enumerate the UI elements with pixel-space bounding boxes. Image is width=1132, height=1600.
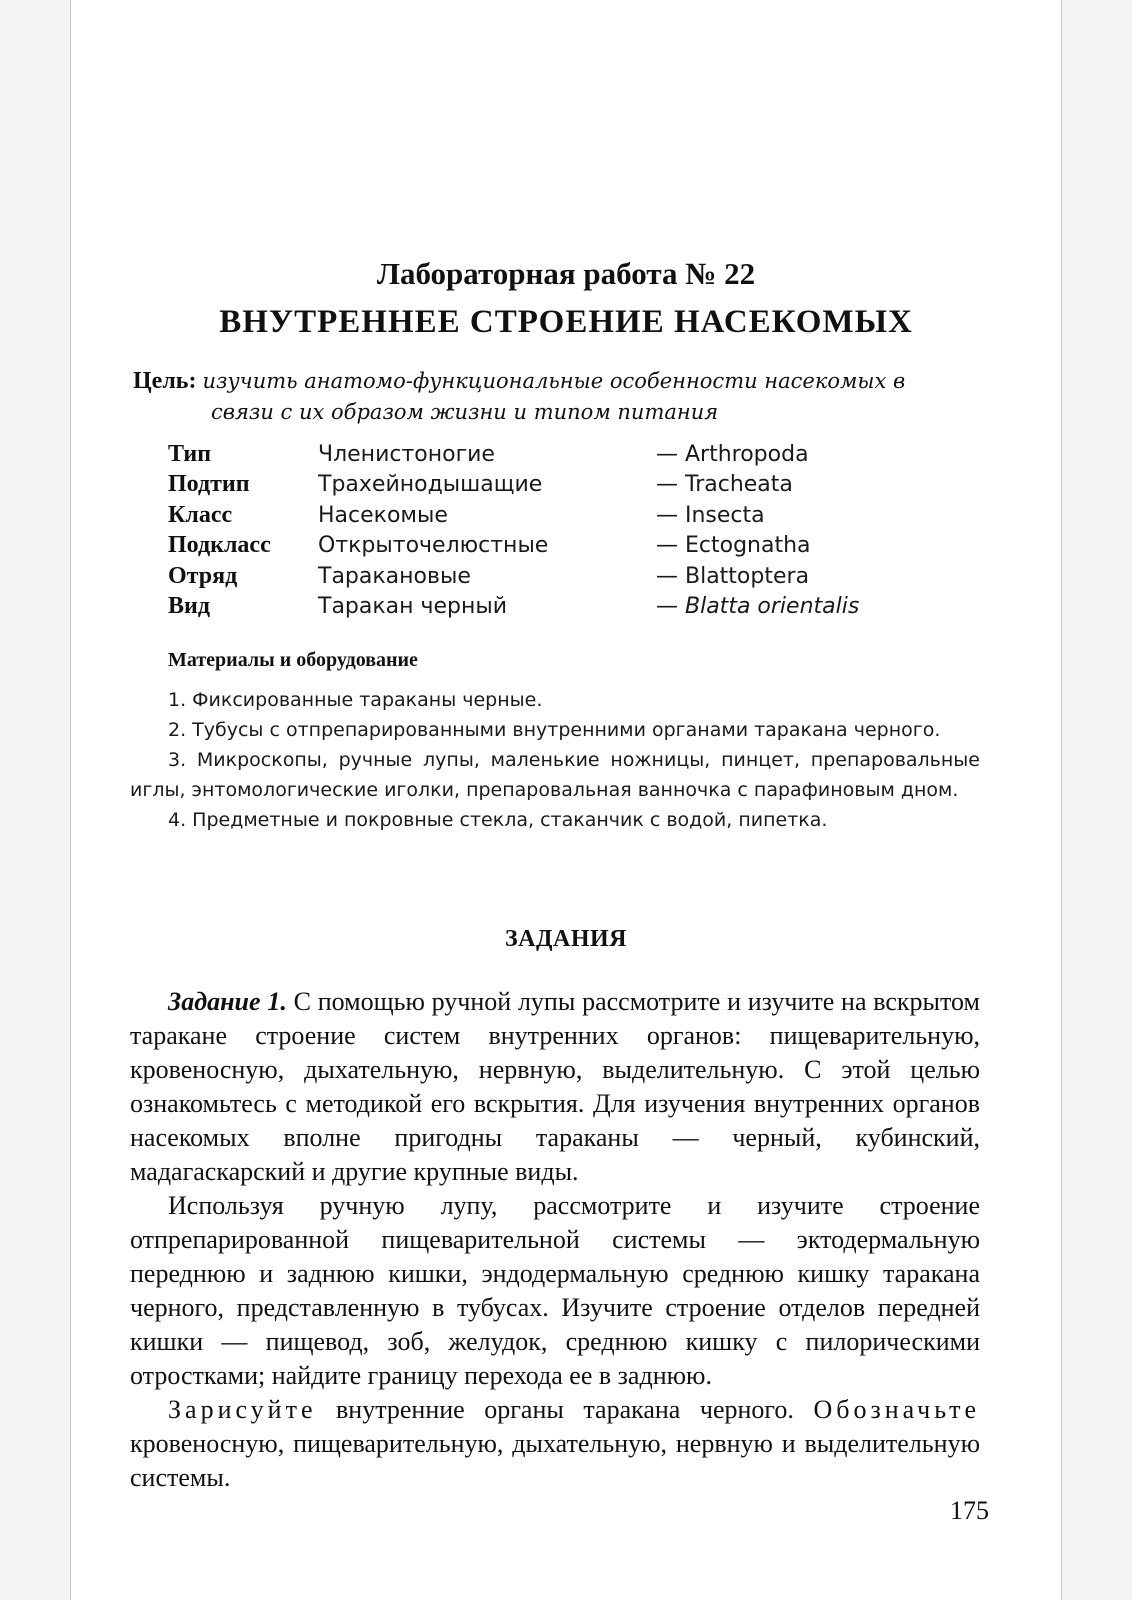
goal-label: Цель: xyxy=(133,368,197,394)
taxonomy-russian: Таракановые xyxy=(318,563,471,589)
task-p3-text2: кровеносную, пищеварительную, дыхательную, нервную и выделительную системы. xyxy=(130,1429,980,1492)
taxonomy-rank: Вид xyxy=(168,592,210,619)
goal-text-line2: связи с их образом жизни и типом питания xyxy=(211,400,719,424)
lab-title: Лабораторная работа № 22 xyxy=(376,256,756,291)
taxonomy-latin: — Ectognatha xyxy=(656,533,811,559)
taxonomy-row xyxy=(168,532,968,562)
taxonomy-latin: — Insecta xyxy=(656,502,765,528)
taxonomy-rank: Класс xyxy=(168,501,233,528)
document-page xyxy=(70,0,1062,1600)
taxonomy-rank: Тип xyxy=(168,441,212,467)
taxonomy-table xyxy=(168,441,968,623)
taxonomy-rank: Подкласс xyxy=(168,532,271,559)
taxonomy-latin: — Arthropoda xyxy=(656,442,809,467)
taxonomy-latin: — Blattoptera xyxy=(656,563,810,589)
taxonomy-latin xyxy=(656,593,968,623)
spaced-word-label: Обозначьте xyxy=(813,1395,980,1424)
taxonomy-row xyxy=(168,502,968,532)
spaced-word-draw: Зарисуйте xyxy=(168,1395,317,1424)
taxonomy-russian: Таракан черный xyxy=(318,593,508,619)
taxonomy-russian: Трахейнодышащие xyxy=(318,472,543,498)
materials-item: 3. Микроскопы, ручные лупы, маленькие ножницы, пинцет, препаровальные иглы, энтомологические иголки, препаровальная ванночка с парафиновым дном. xyxy=(130,749,980,801)
goal-block xyxy=(133,366,1013,428)
task-p3-text1: внутренние органы таракана черного. xyxy=(316,1395,814,1424)
materials-item: 1. Фиксированные тараканы черные. xyxy=(168,689,543,711)
goal-text-line1: изучить анатомо-функциональные особенности насекомых в xyxy=(202,369,906,393)
taxonomy-rank: Подтип xyxy=(168,471,250,498)
materials-item: 4. Предметные и покровные стекла, стаканчик с водой, пипетка. xyxy=(168,809,828,831)
materials-heading: Материалы и оборудование xyxy=(168,649,418,671)
task-1-text: С помощью ручной лупы рассмотрите и изучите на вскрытом таракане строение систем внутренних органов: пищеварительную, кровеносную, дыхательную, нервную, выделительную. С этой целью ознакомьтесь с методикой его вскрытия. Для изучения внутренних органов насекомых вполне пригодны тараканы — черный, кубинский, мадагаскарский и другие крупные виды. xyxy=(130,987,980,1186)
taxonomy-row xyxy=(168,441,968,471)
task-1-label: Задание 1. xyxy=(168,987,287,1016)
taxonomy-russian: Открыточелюстные xyxy=(318,533,549,559)
task-1-paragraph xyxy=(130,985,980,1189)
taxonomy-latin: — Tracheata xyxy=(656,472,793,498)
taxonomy-row xyxy=(168,593,968,623)
task-paragraph-2: Используя ручную лупу, рассмотрите и изучите строение отпрепарированной пищеварительной системы — эктодермальную переднюю и заднюю кишки, эндодермальную среднюю кишку таракана черного, представленную в тубусах. Изучите строение отделов передней кишки — пищевод, зоб, желудок, среднюю кишку с пилорическими отростками; найдите границу перехода ее в заднюю. xyxy=(130,1191,980,1390)
taxonomy-row xyxy=(168,471,968,501)
taxonomy-latin-species: Blatta orientalis xyxy=(685,593,860,619)
taxonomy-latin-dash: — xyxy=(656,593,685,619)
lab-subtitle: ВНУТРЕННЕЕ СТРОЕНИЕ НАСЕКОМЫХ xyxy=(219,304,913,340)
taxonomy-russian: Членистоногие xyxy=(318,442,495,467)
taxonomy-rank: Отряд xyxy=(168,562,238,589)
materials-list xyxy=(130,685,980,835)
tasks-heading: ЗАДАНИЯ xyxy=(504,926,627,952)
tasks-body xyxy=(130,985,980,1495)
taxonomy-row xyxy=(168,563,968,593)
materials-item: 2. Тубусы с отпрепарированными внутренними органами таракана черного. xyxy=(168,719,941,741)
taxonomy-russian: Насекомые xyxy=(318,502,448,528)
page-number: 175 xyxy=(950,1496,989,1525)
task-paragraph-3 xyxy=(130,1393,980,1495)
